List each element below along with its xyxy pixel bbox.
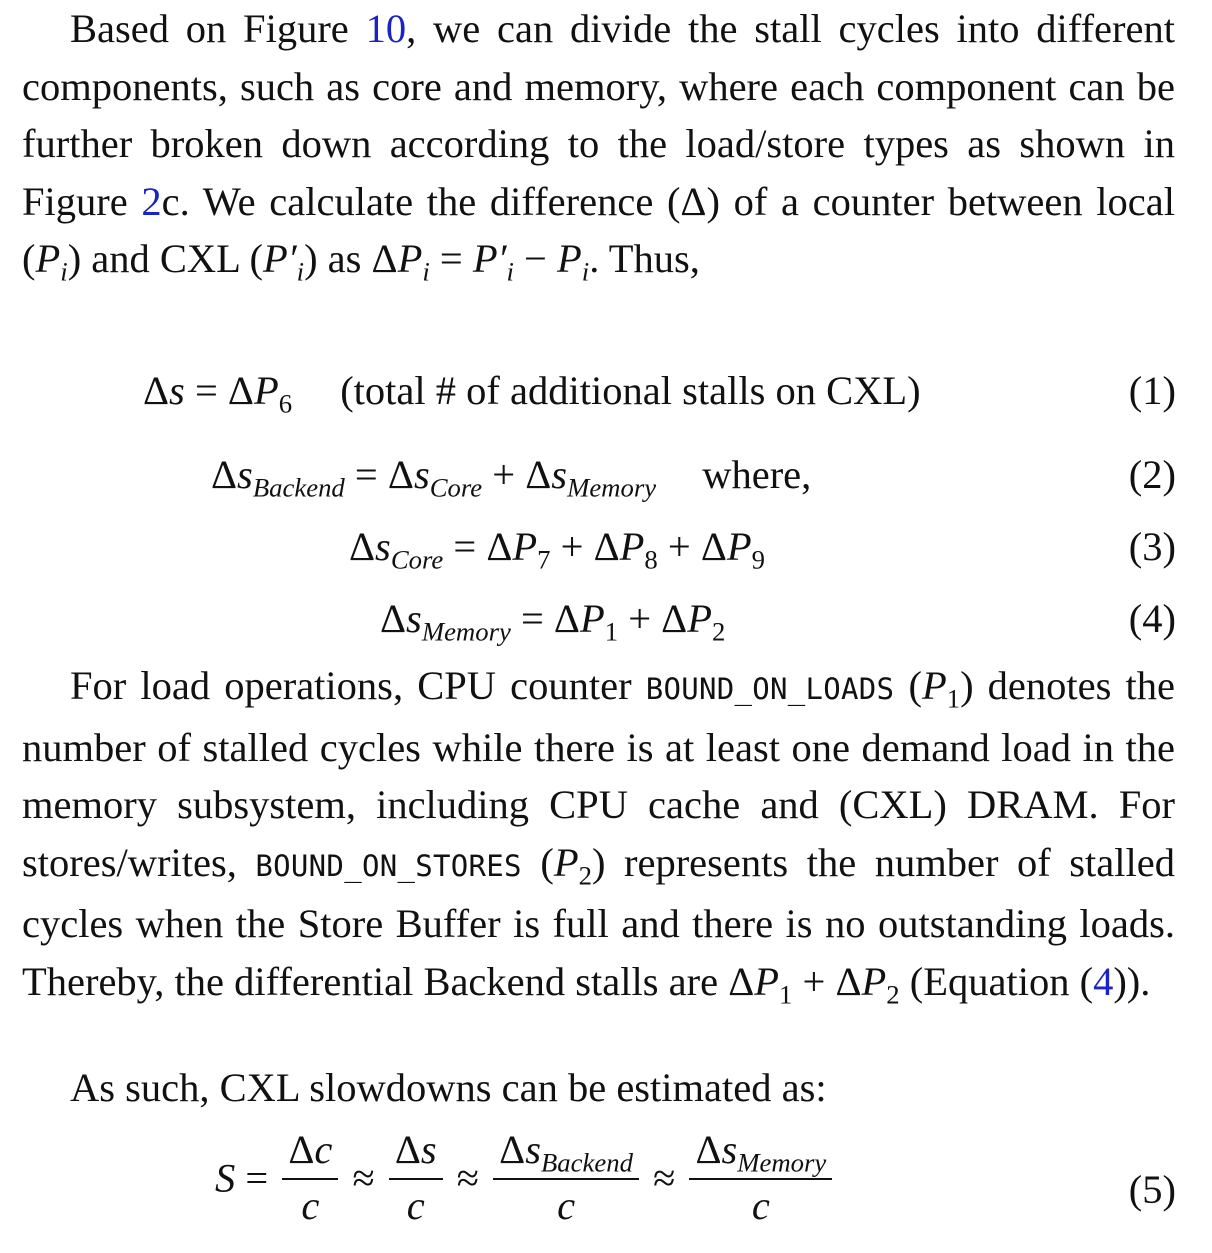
equation-3: $\Delta s_{Core} = \Delta P_7 + \Delta P_8 + \Delta P_9$ [349, 524, 766, 575]
text-run: ) as [304, 236, 372, 281]
figure-2-link[interactable]: 2 [141, 178, 162, 224]
counter-bound-on-loads: BOUND_ON_LOADS [645, 672, 895, 706]
text-run: c. We calculate the difference (Δ) of a counter between local ( [22, 178, 1175, 281]
text-run: ) and CXL ( [67, 236, 264, 281]
math-P2: $P_2$ [553, 839, 592, 891]
paragraph-load-store-counters [22, 657, 1175, 1010]
equation-4: $\Delta s_{Memory} = \Delta P_1 + \Delta P_2$ [380, 596, 726, 647]
text-run: As such, CXL slowdowns can be estimated as: [70, 1065, 827, 1110]
math-Pi-prime: $P'_i$ [263, 236, 305, 287]
counter-bound-on-stores: BOUND_ON_STORES [255, 848, 522, 883]
text-run: Based on Figure [70, 6, 366, 51]
text-run: ) represents the number of stalled cycles when the Store Buffer is full and there is no outstanding loads. Thereby, the differential Backend stalls are [22, 839, 1175, 1004]
fraction-backend-over-c: $\frac{\Delta s_{Backend}}{c}$ [493, 1128, 639, 1228]
text-run: . Thus, [589, 236, 700, 281]
equation-1-note: (total # of additional stalls on CXL) [340, 368, 921, 413]
text-run: , we can divide the stall cycles into different components, such as core and memory, where each component can be further broken down according to the load/store types as shown in Figure [22, 6, 1175, 224]
text-run: )). [1113, 958, 1151, 1004]
fraction-delta-s-over-c: $\frac{\Delta s}{c}$ [389, 1128, 443, 1228]
paragraph-stall-breakdown [22, 0, 1175, 288]
figure-10-link[interactable]: 10 [365, 6, 407, 51]
equation-5: S = $\frac{\Delta c}{c}$ ≈ $\frac{\Delta s}{c}$ ≈ $\frac{\Delta s_{Backend}}{c}$ ≈ $\frac{\Delta s_{Memory}}{c}$ [215, 1128, 836, 1228]
paragraph-slowdown-intro [22, 1059, 1175, 1117]
math-Pi: $P_i$ [35, 236, 68, 287]
text-run: (Equation ( [899, 958, 1094, 1004]
equation-5-number: (5) [1128, 1167, 1176, 1212]
equation-4-number: (4) [1128, 596, 1176, 641]
fraction-delta-c-over-c: $\frac{\Delta c}{c}$ [282, 1128, 338, 1228]
text-run: ( [521, 839, 554, 885]
math-delta-Pi: $\Delta P_i = P'_i - P_i$ [371, 236, 590, 287]
math-deltaP1-plus-deltaP2: $\Delta P_1 + \Delta P_2$ [728, 958, 900, 1010]
text-run: ) denotes the number of stalled cycles while there is at least one demand load in the memory subsystem, including CPU cache and (CXL) DRAM. For stores/writes, [22, 663, 1175, 885]
text-run: For load operations, CPU counter [70, 663, 646, 708]
equation-2-note: where, [702, 452, 812, 497]
equation-2: $\Delta s_{Backend} = \Delta s_{Core} + \Delta s_{Memory}$ where, [211, 452, 812, 503]
equation-2-number: (2) [1128, 452, 1176, 497]
text-run: ( [894, 663, 922, 708]
fraction-memory-over-c: $\frac{\Delta s_{Memory}}{c}$ [689, 1128, 832, 1228]
equation-4-link[interactable]: 4 [1093, 958, 1114, 1004]
equation-3-number: (3) [1128, 524, 1176, 569]
math-P1: $P_1$ [921, 663, 961, 714]
equation-1: $\Delta s = \Delta P_6$ (total # of additional stalls on CXL) [143, 368, 921, 419]
equation-1-number: (1) [1128, 368, 1176, 413]
